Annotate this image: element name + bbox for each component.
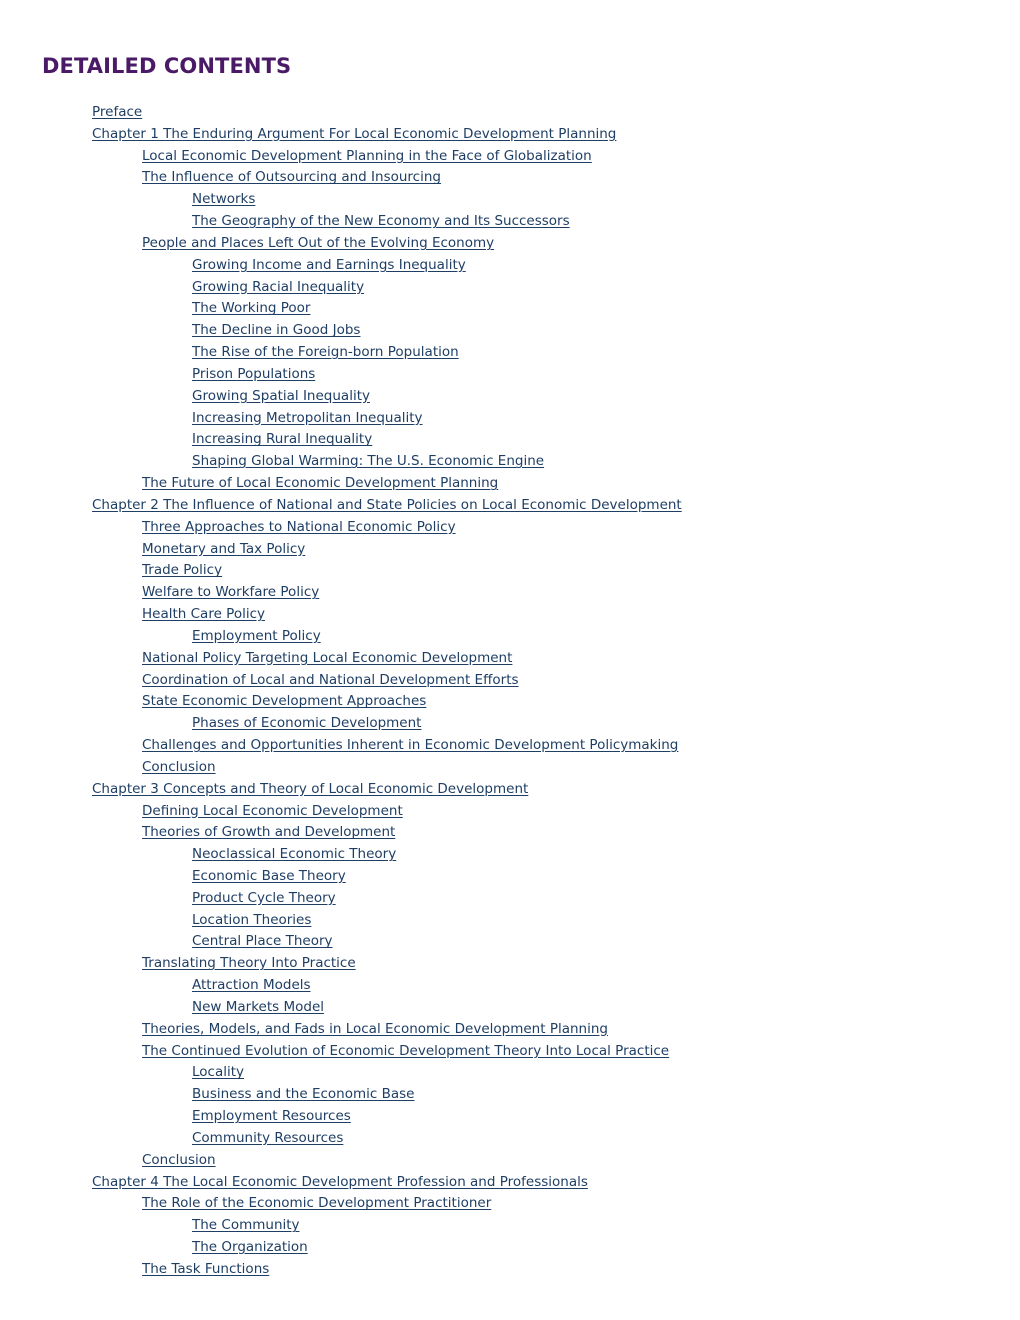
toc-link[interactable]: Community Resources [192, 1129, 344, 1146]
toc-link[interactable]: Chapter 1 The Enduring Argument For Local Economic Development Planning [92, 125, 617, 142]
toc-entry [0, 1017, 682, 1039]
toc-entry [0, 668, 682, 690]
toc-entry [0, 1148, 682, 1170]
toc-link[interactable]: The Rise of the Foreign-born Population [192, 344, 459, 361]
toc-entry [0, 951, 682, 973]
toc-link[interactable]: The Influence of Outsourcing and Insourcing [142, 169, 441, 186]
toc-link[interactable]: National Policy Targeting Local Economic Development [142, 649, 513, 666]
toc-link[interactable]: Conclusion [142, 758, 216, 775]
toc-link[interactable]: Translating Theory Into Practice [142, 955, 356, 972]
toc-entry [0, 253, 682, 275]
toc-entry [0, 231, 682, 253]
toc-entry [0, 427, 682, 449]
toc-link[interactable]: Employment Policy [192, 627, 321, 644]
toc-link[interactable]: Product Cycle Theory [192, 889, 336, 906]
toc-entry [0, 777, 682, 799]
toc-link[interactable]: Theories of Growth and Development [142, 824, 396, 841]
toc-entry [0, 406, 682, 428]
toc-link[interactable]: Defining Local Economic Development [142, 802, 403, 819]
toc-link[interactable]: The Task Functions [142, 1260, 270, 1277]
toc-entry [0, 165, 682, 187]
toc-entry [0, 493, 682, 515]
toc-entry [0, 799, 682, 821]
toc-link[interactable]: Networks [192, 191, 256, 208]
toc-entry [0, 929, 682, 951]
toc-entry [0, 689, 682, 711]
toc-link[interactable]: Neoclassical Economic Theory [192, 846, 397, 863]
toc-entry [0, 340, 682, 362]
toc-link[interactable]: Theories, Models, and Fads in Local Economic Development Planning [142, 1020, 608, 1037]
toc-entry [0, 558, 682, 580]
toc-entry [0, 602, 682, 624]
toc-entry [0, 1257, 682, 1279]
toc-entry [0, 384, 682, 406]
toc-link[interactable]: Increasing Rural Inequality [192, 431, 373, 448]
toc-entry [0, 646, 682, 668]
toc-entry [0, 733, 682, 755]
toc-entry [0, 711, 682, 733]
toc-entry [0, 318, 682, 340]
toc-entry [0, 995, 682, 1017]
table-of-contents [0, 100, 682, 1279]
toc-link[interactable]: Phases of Economic Development [192, 715, 422, 732]
toc-link[interactable]: The Community [192, 1217, 300, 1234]
toc-link[interactable]: Conclusion [142, 1151, 216, 1168]
toc-entry [0, 864, 682, 886]
toc-entry [0, 842, 682, 864]
toc-link[interactable]: Chapter 2 The Influence of National and State Policies on Local Economic Development [92, 496, 682, 513]
toc-link[interactable]: The Working Poor [192, 300, 311, 317]
toc-entry [0, 187, 682, 209]
toc-entry [0, 580, 682, 602]
toc-entry [0, 886, 682, 908]
toc-entry [0, 624, 682, 646]
toc-link[interactable]: The Role of the Economic Development Practitioner [142, 1195, 492, 1212]
toc-entry [0, 1235, 682, 1257]
toc-entry [0, 537, 682, 559]
toc-link[interactable]: Increasing Metropolitan Inequality [192, 409, 423, 426]
toc-entry [0, 1170, 682, 1192]
toc-entry [0, 100, 682, 122]
toc-link[interactable]: Preface [92, 104, 143, 120]
toc-entry [0, 275, 682, 297]
toc-link[interactable]: Business and the Economic Base [192, 1086, 415, 1103]
toc-entry [0, 1082, 682, 1104]
toc-entry [0, 908, 682, 930]
toc-link[interactable]: People and Places Left Out of the Evolving Economy [142, 234, 495, 251]
toc-link[interactable]: Challenges and Opportunities Inherent in Economic Development Policymaking [142, 737, 679, 754]
toc-entry [0, 515, 682, 537]
toc-link[interactable]: Three Approaches to National Economic Policy [142, 518, 456, 535]
toc-link[interactable]: Chapter 4 The Local Economic Development Profession and Professionals [92, 1173, 588, 1190]
toc-link[interactable]: The Organization [192, 1239, 308, 1256]
toc-link[interactable]: Local Economic Development Planning in the Face of Globalization [142, 147, 592, 164]
toc-entry [0, 755, 682, 777]
toc-entry [0, 449, 682, 471]
toc-link[interactable]: The Continued Evolution of Economic Development Theory Into Local Practice [142, 1042, 670, 1059]
toc-link[interactable]: New Markets Model [192, 998, 325, 1015]
toc-entry [0, 144, 682, 166]
toc-link[interactable]: Locality [192, 1064, 245, 1081]
toc-link[interactable]: The Geography of the New Economy and Its Successors [192, 213, 570, 230]
toc-link[interactable]: Coordination of Local and National Development Efforts [142, 671, 519, 688]
toc-entry [0, 209, 682, 231]
toc-entry [0, 1104, 682, 1126]
toc-link[interactable]: The Future of Local Economic Development Planning [142, 475, 499, 492]
toc-link[interactable]: Shaping Global Warming: The U.S. Economic Engine [192, 453, 545, 470]
toc-link[interactable]: Prison Populations [192, 365, 316, 382]
toc-entry [0, 1126, 682, 1148]
toc-entry [0, 1213, 682, 1235]
toc-link[interactable]: Economic Base Theory [192, 867, 346, 884]
toc-link[interactable]: Growing Racial Inequality [192, 278, 365, 295]
toc-entry [0, 362, 682, 384]
toc-link[interactable]: The Decline in Good Jobs [192, 322, 361, 339]
toc-entry [0, 1039, 682, 1061]
toc-link[interactable]: Monetary and Tax Policy [142, 540, 306, 557]
toc-link[interactable]: Growing Spatial Inequality [192, 387, 370, 404]
toc-link[interactable]: Growing Income and Earnings Inequality [192, 256, 466, 273]
toc-link[interactable]: Chapter 3 Concepts and Theory of Local Economic Development [92, 780, 529, 797]
toc-entry [0, 820, 682, 842]
toc-link[interactable]: Location Theories [192, 911, 312, 928]
toc-entry [0, 1060, 682, 1082]
toc-link[interactable]: State Economic Development Approaches [142, 693, 427, 710]
toc-link[interactable]: Health Care Policy [142, 606, 266, 623]
toc-entry [0, 122, 682, 144]
toc-entry [0, 471, 682, 493]
toc-link[interactable]: Welfare to Workfare Policy [142, 584, 320, 601]
toc-link[interactable]: Attraction Models [192, 977, 311, 994]
toc-link[interactable]: Employment Resources [192, 1108, 351, 1125]
toc-entry [0, 973, 682, 995]
page-title: DETAILED CONTENTS [42, 54, 292, 78]
toc-link[interactable]: Trade Policy [142, 562, 223, 579]
toc-entry [0, 296, 682, 318]
toc-entry [0, 1191, 682, 1213]
toc-link[interactable]: Central Place Theory [192, 933, 333, 950]
